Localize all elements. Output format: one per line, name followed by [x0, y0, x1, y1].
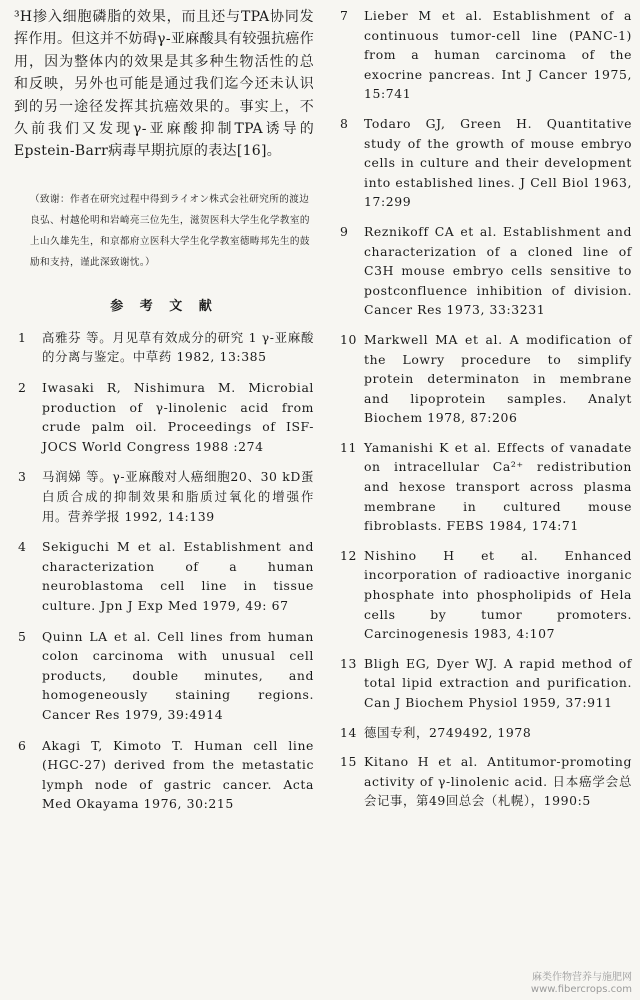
reference-item [336, 6, 632, 104]
reference-item [14, 328, 314, 367]
reference-item [14, 378, 314, 456]
reference-number: 10 [340, 331, 357, 347]
reference-number: 8 [340, 115, 349, 131]
watermark-url: www.fibercrops.com [530, 984, 632, 995]
watermark [531, 972, 632, 996]
reference-text: Bligh EG, Dyer WJ. A rapid method of total lipid extraction and purification. Can J Biochem Physiol 1959, 37:911 [364, 655, 632, 710]
reference-number: 1 [18, 329, 27, 345]
reference-text: 马润娣 等。γ-亚麻酸对人癌细胞20、30 kD蛋白质合成的抑制效果和脂质过氧化的增强作用。营养学报 1992, 14:139 [42, 469, 314, 524]
reference-item [336, 330, 632, 428]
reference-number: 4 [18, 539, 27, 555]
reference-text: Akagi T, Kimoto T. Human cell line (HGC-27) derived from the metastatic lymph node of gastric cancer. Acta Med Okayama 1976, 30:215 [42, 737, 314, 812]
reference-item [336, 222, 632, 320]
reference-number: 13 [340, 655, 357, 671]
reference-item [336, 654, 632, 713]
reference-item [336, 752, 632, 811]
reference-number: 9 [340, 223, 349, 239]
reference-item [336, 546, 632, 644]
reference-number: 7 [340, 8, 349, 23]
reference-item [336, 723, 632, 743]
reference-number: 14 [340, 724, 357, 740]
reference-item [14, 736, 314, 814]
reference-text: Iwasaki R, Nishimura M. Microbial production of γ-linolenic acid from crude palm oil. Proceedings of ISF-JOCS World Congress 1988 :274 [42, 380, 314, 454]
reference-text: Quinn LA et al. Cell lines from human colon carcinoma with unusual cell products, double minutes, and homogeneously staining regions. Cancer Res 1979, 39:4914 [42, 628, 314, 722]
reference-item [336, 438, 632, 536]
left-column [14, 0, 314, 825]
right-column [336, 0, 632, 821]
reference-item [336, 114, 632, 212]
reference-text: Lieber M et al. Establishment of a continuous tumor-cell line (PANC-1) from a human carcinoma of the exocrine pancreas. Int J Cancer 1975, 15:741 [364, 8, 632, 102]
reference-text: Nishino H et al. Enhanced incorporation of radioactive inorganic phosphate into phospholipids of Hela cells by tumor promoters. Carcinogenesis 1983, 4:107 [364, 547, 632, 642]
reference-item [14, 467, 314, 526]
reference-number: 11 [340, 439, 357, 455]
reference-item [14, 627, 314, 725]
reference-number: 12 [340, 547, 357, 563]
reference-text: Markwell MA et al. A modification of the Lowry procedure to simplify protein determinaton in membrane and lipoprotein samples. Analyt Biochem 1978, 87:206 [364, 331, 632, 426]
reference-text: Todaro GJ, Green H. Quantitative study of the growth of mouse embryo cells in culture and their development into established lines. J Cell Biol 1963, 17:299 [364, 115, 632, 210]
reference-text: Reznikoff CA et al. Establishment and characterization of a cloned line of C3H mouse embryo cells sensitive to postconfluence inhibition of division. Cancer Res 1973, 33:3231 [364, 223, 632, 318]
references-heading: 参 考 文 献 [110, 298, 218, 314]
reference-number: 6 [18, 737, 27, 753]
watermark-line: 麻类作物营养与施肥网 [532, 972, 632, 983]
reference-text: Sekiguchi M et al. Establishment and characterization of a human neuroblastoma cell line in tissue culture. Jpn J Exp Med 1979, 49: 67 [42, 539, 314, 613]
reference-item [14, 537, 314, 615]
reference-number: 15 [340, 754, 357, 770]
reference-number: 5 [18, 628, 27, 644]
reference-text: 高雅芬 等。月见草有效成分的研究 1 γ-亚麻酸的分离与鉴定。中草药 1982, 13:385 [42, 329, 314, 365]
reference-number: 2 [18, 380, 27, 396]
reference-number: 3 [18, 469, 27, 485]
reference-text: Yamanishi K et al. Effects of vanadate on intracellular Ca²⁺ redistribution and hexose transport across plasma membrane in cultured mouse fibroblasts. FEBS 1984, 174:71 [364, 439, 632, 534]
acknowledgement: （致谢：作者在研究过程中得到ライオン株式会社研究所的渡边良弘、村越伦明和岩崎亮三位先生，滋贺医科大学生化学教室的上山久雄先生，和京都府立医科大学生化学教室德畴邦先生的鼓励和支持，谨此深致谢忱。） [30, 193, 310, 268]
body-paragraph: ³H掺入细胞磷脂的效果，而且还与TPA协同发挥作用。但这并不妨碍γ-亚麻酸具有较强抗癌作用，因为整体内的效果是其多种生物活性的总和反映，另外也可能是通过我们迄今还未认识到的另一途径发挥其抗癌效果的。事实上，不久前我们又发现γ-亚麻酸抑制TPA诱导的Epstein-Barr病毒早期抗原的表达[16]。 [14, 9, 314, 160]
reference-text: Kitano H et al. Antitumor-promoting activity of γ-linolenic acid. 日本癌学会总会记事，第49回总会（札幌），1990:5 [364, 754, 632, 809]
reference-text: 德国专利，2749492, 1978 [364, 724, 532, 740]
